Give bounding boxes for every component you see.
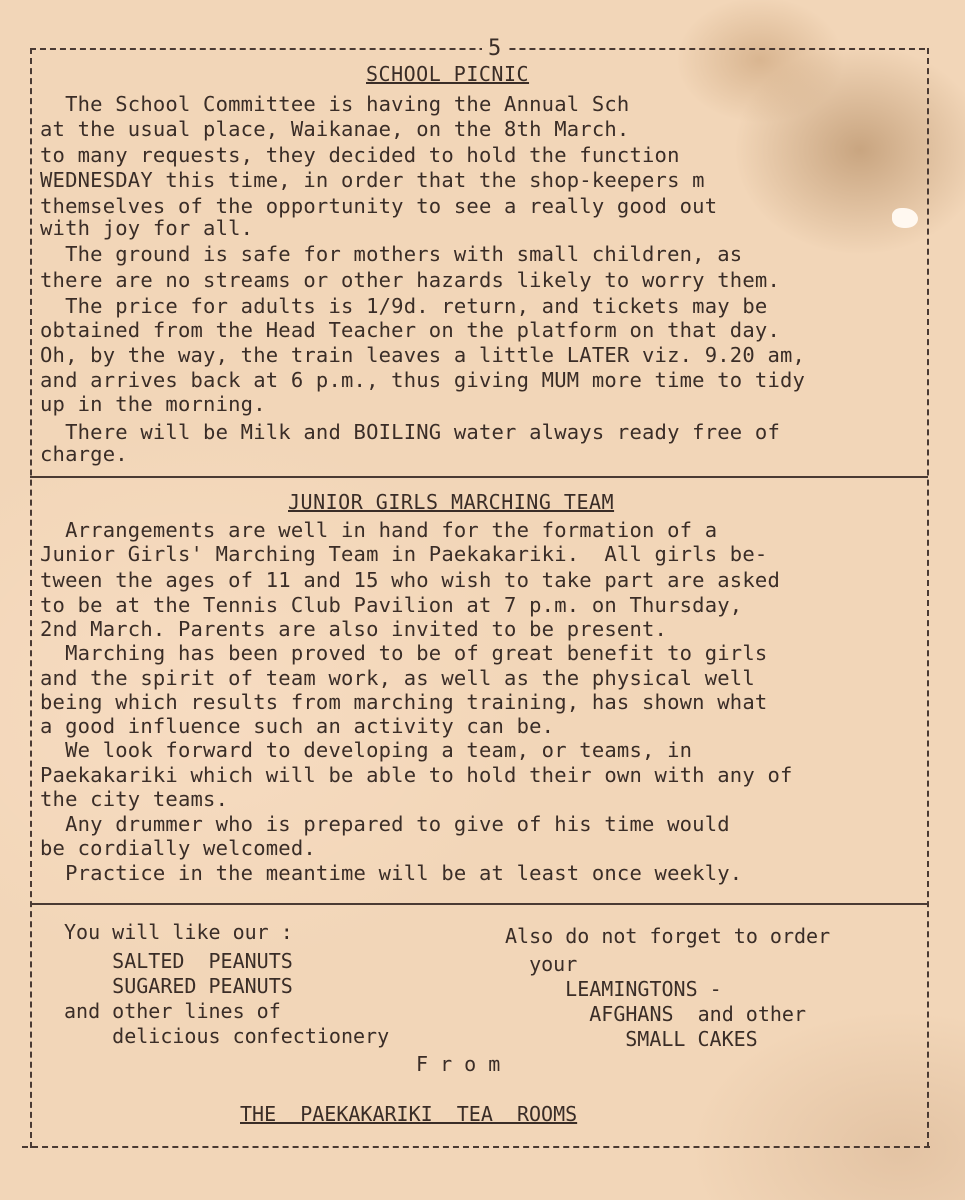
text-line: there are no streams or other hazards likely to worry them.: [40, 268, 780, 292]
text-line: Paekakariki which will be able to hold their own with any of: [40, 763, 793, 787]
marching-team-heading: JUNIOR GIRLS MARCHING TEAM: [288, 490, 615, 514]
advert-text: SUGARED PEANUTS: [64, 974, 293, 998]
text-line: WEDNESDAY this time, in order that the shop-keepers m: [40, 168, 705, 192]
section-divider-1: [30, 476, 928, 478]
text-line: with joy for all.: [40, 216, 254, 240]
advert-text: your: [505, 952, 578, 976]
bottom-border: [22, 1146, 930, 1148]
text-line: Practice in the meantime will be at least once weekly.: [40, 861, 743, 885]
school-picnic-heading: SCHOOL PICNIC: [366, 62, 530, 86]
text-line: 2nd March. Parents are also invited to be present.: [40, 617, 668, 641]
text-line: The ground is safe for mothers with small children, as: [40, 242, 743, 266]
text-line: Arrangements are well in hand for the formation of a: [40, 518, 718, 542]
text-line: and the spirit of team work, as well as the physical well: [40, 666, 755, 690]
text-line: obtained from the Head Teacher on the platform on that day.: [40, 318, 780, 342]
left-border: [30, 48, 32, 1148]
text-line: tween the ages of 11 and 15 who wish to take part are asked: [40, 568, 780, 592]
advert-business-name: THE PAEKAKARIKI TEA ROOMS: [240, 1102, 578, 1126]
advert-text: LEAMINGTONS -: [517, 977, 722, 1001]
text-line: to many requests, they decided to hold the function: [40, 143, 680, 167]
advert-text: Also do not forget to order: [505, 924, 831, 948]
advert-text: delicious confectionery: [64, 1024, 390, 1048]
text-line: up in the morning.: [40, 392, 266, 416]
text-line: themselves of the opportunity to see a really good out: [40, 194, 718, 218]
paper-tear: [892, 208, 918, 228]
text-line: The School Committee is having the Annual Sch: [40, 92, 630, 116]
text-line: There will be Milk and BOILING water always ready free of: [40, 420, 780, 444]
text-line: charge.: [40, 442, 128, 466]
advert-from: F r o m: [416, 1052, 501, 1076]
advert-text: AFGHANS and other: [517, 1002, 806, 1026]
page-number: 5: [482, 36, 507, 61]
right-border: [927, 48, 929, 1148]
text-line: the city teams.: [40, 787, 229, 811]
top-border: [30, 48, 925, 50]
text-line: The price for adults is 1/9d. return, and tickets may be: [40, 294, 768, 318]
text-line: being which results from marching training, has shown what: [40, 690, 768, 714]
text-line: Any drummer who is prepared to give of his time would: [40, 812, 730, 836]
advert-text: SALTED PEANUTS: [64, 949, 293, 973]
text-line: and arrives back at 6 p.m., thus giving MUM more time to tidy: [40, 368, 806, 392]
text-line: be cordially welcomed.: [40, 836, 316, 860]
text-line: to be at the Tennis Club Pavilion at 7 p.m. on Thursday,: [40, 593, 743, 617]
advert-text: SMALL CAKES: [553, 1027, 758, 1051]
section-divider-2: [30, 903, 928, 905]
text-line: We look forward to developing a team, or teams, in: [40, 738, 693, 762]
text-line: Oh, by the way, the train leaves a little LATER viz. 9.20 am,: [40, 343, 806, 367]
text-line: Junior Girls' Marching Team in Paekakariki. All girls be-: [40, 542, 768, 566]
text-line: a good influence such an activity can be.: [40, 714, 555, 738]
text-line: at the usual place, Waikanae, on the 8th March.: [40, 117, 630, 141]
text-line: Marching has been proved to be of great benefit to girls: [40, 641, 768, 665]
advert-text: and other lines of: [64, 999, 281, 1023]
advert-text: You will like our :: [64, 920, 293, 944]
